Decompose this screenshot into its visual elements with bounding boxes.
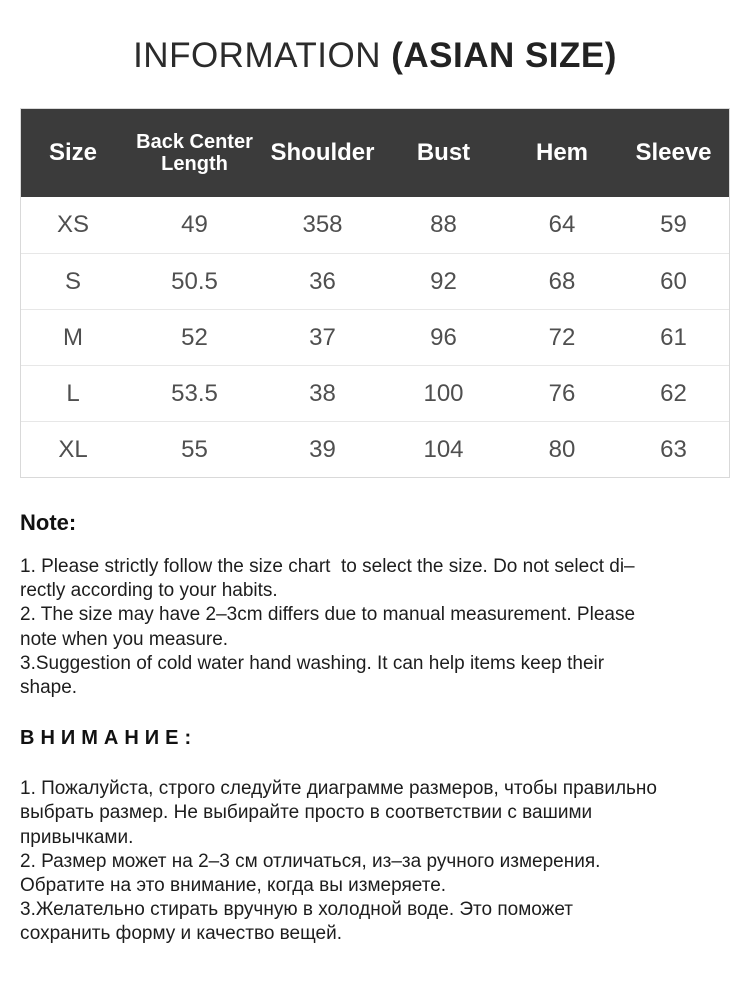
table-row-xl bbox=[21, 421, 729, 477]
note-line: note when you measure. bbox=[20, 628, 229, 650]
cell-sleeve: 62 bbox=[660, 379, 687, 407]
cell-hem: 80 bbox=[548, 435, 576, 463]
table-row-l bbox=[21, 365, 729, 421]
page-title-emphasis: (ASIAN SIZE) bbox=[391, 36, 617, 75]
attention-line: сохранить форму и качество вещей. bbox=[20, 923, 342, 945]
attention-text bbox=[20, 777, 730, 946]
cell-sleeve: 61 bbox=[660, 323, 687, 351]
cell-sleeve: 59 bbox=[660, 211, 687, 238]
cell-bust: 104 bbox=[423, 435, 464, 463]
column-header-shoulder: Shoulder bbox=[270, 138, 375, 166]
page-title bbox=[0, 36, 750, 82]
column-header-hem: Hem bbox=[535, 138, 589, 166]
cell-shoulder: 38 bbox=[309, 379, 336, 407]
cell-size: M bbox=[63, 323, 83, 351]
column-header-size: Size bbox=[48, 138, 98, 166]
attention-line: 2. Размер может на 2–3 см отличаться, из–за ручного измерения. bbox=[20, 850, 601, 872]
attention-line: выбрать размер. Не выбирайте просто в соответствии с вашими bbox=[20, 802, 593, 824]
cell-shoulder: 36 bbox=[309, 267, 336, 295]
cell-bust: 92 bbox=[430, 267, 457, 295]
cell-sleeve: 60 bbox=[660, 267, 687, 295]
note-text bbox=[20, 555, 730, 700]
note-line: 3.Suggestion of cold water hand washing. It can help items keep their bbox=[20, 652, 605, 674]
cell-bust: 96 bbox=[430, 323, 457, 351]
note-line: 1. Please strictly follow the size chart to select the size. Do not select di– bbox=[20, 556, 635, 577]
cell-bust: 100 bbox=[423, 379, 464, 407]
attention-line: 3.Желательно стирать вручную в холодной воде. Это поможет bbox=[20, 899, 574, 921]
attention-line: Обратите на это внимание, когда вы измеряете. bbox=[20, 875, 447, 897]
note-heading: Note: bbox=[20, 510, 77, 535]
table-row-s bbox=[21, 253, 729, 309]
column-header-bust: Bust bbox=[416, 138, 471, 166]
cell-size: XS bbox=[56, 211, 89, 238]
cell-hem: 68 bbox=[548, 267, 576, 295]
cell-size: S bbox=[64, 267, 81, 295]
size-chart-header-row bbox=[21, 109, 729, 197]
note-line: rectly according to your habits. bbox=[20, 580, 278, 602]
attention-line: привычками. bbox=[20, 826, 134, 848]
size-chart-table bbox=[20, 108, 730, 478]
cell-back-center-length: 49 bbox=[181, 211, 208, 238]
table-row-m bbox=[21, 309, 729, 365]
cell-back-center-length: 55 bbox=[181, 435, 208, 463]
cell-shoulder: 358 bbox=[302, 211, 343, 238]
cell-shoulder: 39 bbox=[309, 435, 336, 463]
page-title-regular: INFORMATION bbox=[133, 36, 392, 75]
attention-line: 1. Пожалуйста, строго следуйте диаграмме размеров, чтобы правильно bbox=[20, 778, 657, 800]
cell-size: L bbox=[66, 379, 80, 407]
note-line: 2. The size may have 2–3cm differs due to manual measurement. Please bbox=[20, 604, 636, 626]
cell-hem: 72 bbox=[548, 323, 576, 351]
cell-back-center-length: 52 bbox=[181, 323, 208, 351]
attention-heading: ВНИМАНИЕ: bbox=[20, 727, 198, 750]
cell-size: XL bbox=[58, 435, 88, 463]
note-line: shape. bbox=[20, 677, 78, 699]
cell-shoulder: 37 bbox=[309, 323, 336, 351]
column-header-sleeve: Sleeve bbox=[635, 138, 712, 166]
cell-bust: 88 bbox=[430, 211, 457, 238]
cell-hem: 64 bbox=[548, 211, 576, 238]
cell-back-center-length: 50.5 bbox=[171, 267, 218, 295]
cell-hem: 76 bbox=[548, 379, 576, 407]
column-header-back-center-length: Back Center Length bbox=[136, 130, 253, 175]
cell-sleeve: 63 bbox=[660, 435, 687, 463]
cell-back-center-length: 53.5 bbox=[171, 379, 218, 407]
table-row-xs bbox=[21, 197, 729, 253]
